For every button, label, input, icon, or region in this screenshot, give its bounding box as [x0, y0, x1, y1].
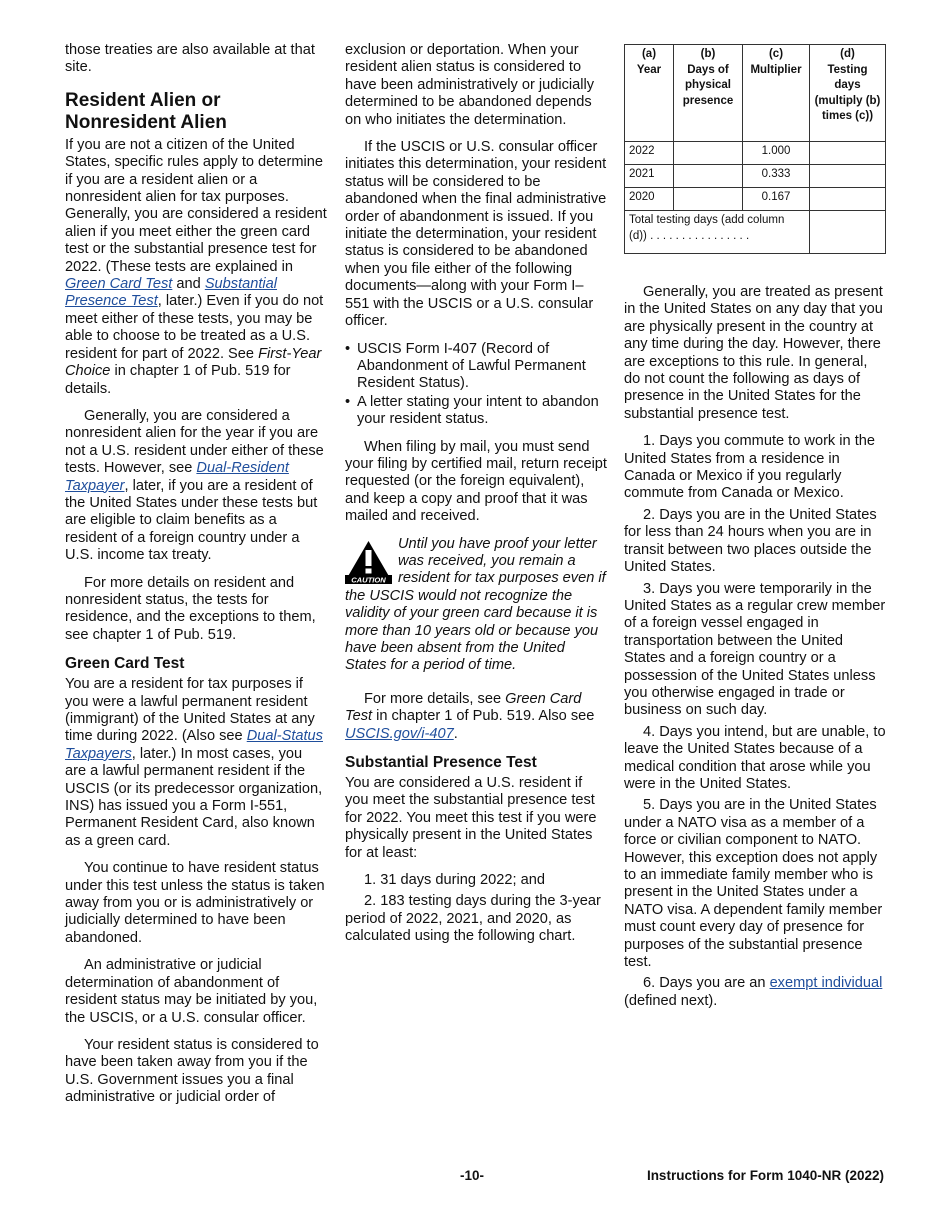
intro-end-paragraph: those treaties are also available at that site. — [65, 42, 315, 76]
column-1 — [65, 42, 327, 1117]
bullet-letter: • A letter stating your intent to abandon your resident status. — [345, 393, 599, 428]
cell-days[interactable] — [674, 188, 743, 211]
green-card-test-link[interactable]: Green Card Test — [65, 276, 173, 293]
heading-resident-alien: Resident Alien or Nonresident Alien — [65, 89, 227, 133]
heading-green-card-test: Green Card Test — [65, 655, 185, 673]
header-multiplier: (c) Multiplier — [743, 45, 810, 142]
taken-away-paragraph: Your resident status is considered to have been taken away from you if the U.S. Government issues you a final administrative or judicial order of — [65, 1036, 319, 1106]
total-label-cell: Total testing days (add column (d)) . . . . . . . . . . . . . . . . — [625, 211, 810, 254]
cell-year: 2020 — [625, 188, 674, 211]
determination-paragraph: An administrative or judicial determination of abandonment of resident status may be initiated by you, the USCIS, or a U.S. consular officer. — [65, 957, 318, 1026]
total-value-cell[interactable] — [810, 211, 886, 254]
uscis-initiates-paragraph: If the USCIS or U.S. consular officer initiates this determination, your resident status will be considered to be abandoned when the final administrative order of abandonment is issued. If you initiate the determination, your resident status is considered to be abandoned when you file either of the following documents—along with your Form I–551 with the USCIS or a U.S. consular officer. — [345, 139, 607, 330]
table-row — [625, 165, 886, 188]
nonresident-paragraph: Generally, you are considered a nonresident alien for the year if you are not a U.S. resident under either of these tests. However, see Dual-Resident Taxpayer, later, if you are a resident of the United States under these tests but are eligible to claim benefits as a resident of a foreign country under a U.S. income tax treaty. — [65, 407, 324, 564]
chart-header-row — [625, 45, 886, 142]
bullet-icon: • — [345, 393, 351, 410]
cell-days[interactable] — [674, 142, 743, 165]
heading-substantial-presence-test: Substantial Presence Test — [345, 754, 537, 772]
resident-alien-paragraph: If you are not a citizen of the United States, specific rules apply to determine if you are a resident alien or a nonresident alien for tax purposes. Generally, you are considered a resident alien if you meet either the green card test or the substantial presence test for 2022. (These tests are explained in Green Card Test and Substantial Presence Test, later.) Even if you do not meet either of these tests, you may be able to choose to be treated as a U.S. resident for part of 2022. See First-Year Choice in chapter 1 of Pub. 519 for details. — [65, 136, 327, 397]
exception-4: 4. Days you intend, but are unable, to leave the United States because of a medical condition that arose while you were in the United States. — [624, 723, 886, 792]
uscis-i407-link[interactable]: USCIS.gov/i-407 — [345, 725, 454, 742]
cell-testing[interactable] — [810, 165, 886, 188]
cell-multiplier: 0.333 — [743, 165, 810, 188]
caution-icon — [345, 539, 392, 584]
exempt-individual-link[interactable]: exempt individual — [769, 975, 883, 992]
cell-multiplier: 0.167 — [743, 188, 810, 211]
exception-5: 5. Days you are in the United States under a NATO visa as a member of a force or civilian component to NATO. However, this exception does not apply to an immediate family member who is present in the United States under a NATO visa. A dependent family member must count every day of presence for purposes of the substantial presence test. — [624, 797, 883, 971]
cell-year: 2021 — [625, 165, 674, 188]
green-card-paragraph: You are a resident for tax purposes if you were a lawful permanent resident (immigrant) of the United States at any time during 2022. (Also see Dual-Status Taxpayers, later.) In most cases, you are a lawful permanent resident if the USCIS (or its predecessor organization, INS) has issued you a Form I-551, Permanent Resident Card, also known as a green card. — [65, 676, 323, 849]
continue-status-paragraph: You continue to have resident status under this test unless the status is taken away from you or is administratively or judicially determined to have been abandoned. — [65, 860, 325, 946]
exception-1: 1. Days you commute to work in the United States from a residence in Canada or Mexico if you regularly commute from Canada or Mexico. — [624, 433, 875, 502]
cell-year: 2022 — [625, 142, 674, 165]
document-title: Instructions for Form 1040-NR (2022) — [646, 1168, 884, 1183]
more-details-gct-paragraph: For more details, see Green Card Test in chapter 1 of Pub. 519. Also see USCIS.gov/i-407. — [345, 690, 595, 742]
header-year: (a) Year — [625, 45, 674, 142]
bullet-icon: • — [345, 340, 351, 357]
filing-by-mail-paragraph: When filing by mail, you must send your filing by certified mail, return receipt requested (or the foreign equivalent), and keep a copy and proof that it was mailed and received. — [345, 438, 607, 525]
page-number: -10- — [460, 1168, 485, 1183]
header-testing-days: (d) Testing days (multiply (b) times (c)) — [810, 45, 886, 142]
svg-text:CAUTION: CAUTION — [351, 574, 386, 584]
substantial-presence-test-link[interactable]: Substantial Presence Test — [65, 276, 278, 310]
list-item-183-days: 2. 183 testing days during the 3-year period of 2022, 2021, and 2020, as calculated using the following chart. — [345, 893, 601, 945]
cell-testing[interactable] — [810, 142, 886, 165]
column-3 — [624, 44, 886, 1014]
substantial-presence-paragraph: You are considered a U.S. resident if you meet the substantial presence test for 2022. You meet this test if you were physically present in the United States for at least: — [345, 775, 597, 861]
exclusion-paragraph: exclusion or deportation. When your resident alien status is considered to have been administratively or judicially determined to be abandoned depends on who initiates the determination. — [345, 42, 595, 128]
treated-present-paragraph: Generally, you are treated as present in the United States on any day that you are physically present in the country at any time during the day. However, there are exceptions to this rule. In general, do not count the following as days of presence in the United States for the substantial presence test. — [624, 284, 883, 422]
dual-status-taxpayers-link[interactable]: Dual-Status Taxpayers — [65, 728, 323, 762]
bullet-form-i407: • USCIS Form I-407 (Record of Abandonment of Lawful Permanent Resident Status). — [345, 340, 586, 392]
exception-3: 3. Days you were temporarily in the United States as a regular crew member of a foreign vessel engaged in transportation between the United States and a foreign country or a possession of the United States unless you otherwise engaged in trade or business on such day. — [624, 580, 886, 719]
exception-6: 6. Days you are an exempt individual (defined next). — [624, 975, 883, 1009]
more-details-paragraph: For more details on resident and nonresident status, the tests for residence, and the exceptions to them, see chapter 1 of Pub. 519. — [65, 574, 316, 643]
table-row — [625, 142, 886, 165]
cell-multiplier: 1.000 — [743, 142, 810, 165]
column-2 — [345, 42, 607, 950]
caution-text: Until you have proof your letter was received, you remain a resident for tax purposes even if the USCIS would not recognize the validity of your green card because it is more than 10 years old or because you have been absent from the United States for a period of time. — [345, 535, 606, 674]
table-row — [625, 188, 886, 211]
dual-resident-taxpayer-link[interactable]: Dual-Resident Taxpayer — [65, 460, 289, 494]
testing-days-chart — [624, 44, 886, 254]
exception-2: 2. Days you are in the United States for less than 24 hours when you are in transit between two places outside the United States. — [624, 506, 877, 576]
list-item-31-days: 1. 31 days during 2022; and — [364, 872, 545, 889]
header-days: (b) Days of physical presence — [674, 45, 743, 142]
table-total-row — [625, 211, 886, 254]
cell-testing[interactable] — [810, 188, 886, 211]
caution-note — [345, 536, 607, 675]
cell-days[interactable] — [674, 165, 743, 188]
